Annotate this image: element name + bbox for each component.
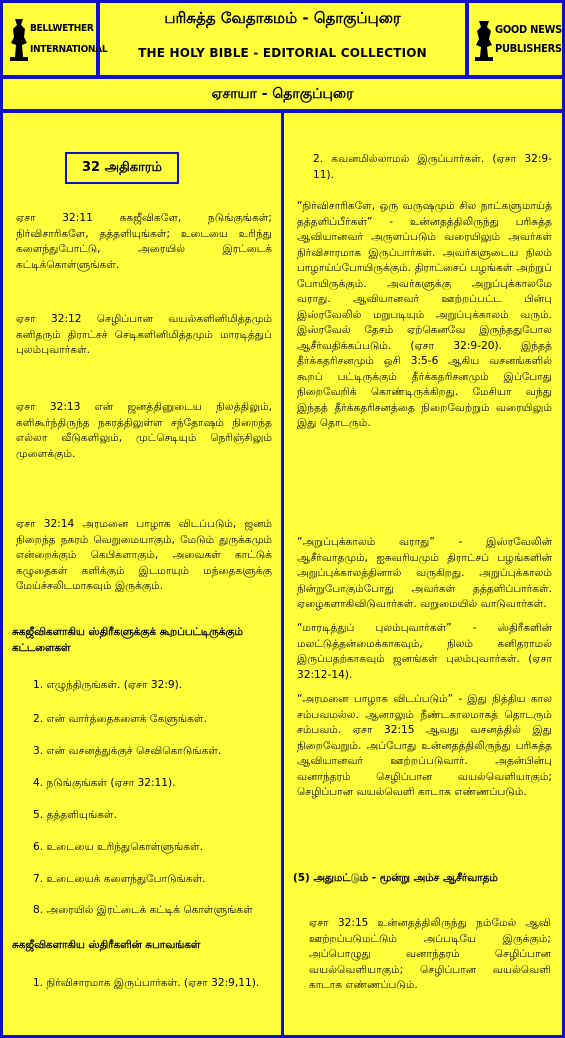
commands-heading: சுகஜீவிகளாகிய ஸ்திரீகளுக்குக் கூறப்பட்டிருக்கும் கட்டளைகள் xyxy=(12,626,243,654)
subheader-box xyxy=(0,76,565,112)
title-box xyxy=(97,0,468,78)
good-news-logo xyxy=(475,17,562,61)
trait-item-2: 2. கவனமில்லாமல் இருப்பார்கள். (ஏசா 32:9-11). xyxy=(313,153,552,181)
verse-paragraph-1: ஏசா 32:11 சுகஜீவிகளே, நடுங்குங்கள்; நிர்விசாரிகளே, தத்தளியுங்கள்; உடையை உரிந்து களைந்துபோட்டு, அரையில் இரட்டைக் கட்டிக்கொள்ளுங்கள். xyxy=(16,212,272,271)
commentary-paragraph-4: “அரமனை பாழாக விடப்படும்” - இது நித்திய கால சம்பவமல்ல. ஆனாலும் நீண்டகாலமாகத் தொடரும் சம்பவம். ஏசா 32:15 ஆவது வசனத்தில் இது நிறைவேறும். அப்போது உன்னதத்திலிருந்து பரிசுத்த ஆவியானவர் ஊற்றப்படுவார். அதன்பின்பு வனாந்தரம் செழிப்பான வயல்வெளியாகும்; செழிப்பான வயல்வெளி காடாக எண்ணப்படும். xyxy=(297,693,552,798)
command-item-4: 4. நடுங்குங்கள் (ஏசா 32:11). xyxy=(33,777,176,789)
title-english: THE HOLY BIBLE - EDITORIAL COLLECTION xyxy=(138,46,427,60)
trait-item-1: 1. நிர்விசாரமாக இருப்பார்கள். (ஏசா 32:9,11). xyxy=(33,977,260,989)
right-logo-line2: PUBLISHERS xyxy=(495,42,562,55)
command-item-5: 5. தத்தளியுங்கள். xyxy=(33,809,117,821)
bellwether-logo xyxy=(10,17,107,61)
chapter-label: 32 அதிகாரம் xyxy=(65,152,179,184)
command-item-7: 7. உடையைக் களைந்துபோடுங்கள். xyxy=(33,873,206,885)
right-logo-box xyxy=(466,0,565,78)
bellwether-icon xyxy=(10,17,28,61)
command-item-3: 3. என் வசனத்துக்குச் செவிகொடுங்கள். xyxy=(33,745,222,757)
command-item-1: 1. எழுந்திருங்கள். (ஏசா 32:9). xyxy=(33,679,183,691)
command-item-6: 6. உடையை உரிந்துகொள்ளுங்கள். xyxy=(33,841,204,853)
verse-paragraph-3: ஏசா 32:13 என் ஜனத்தினுடைய நிலத்திலும், களிகூர்ந்திருந்த நகரத்திலுள்ள சந்தோஷம் நிறைந்த எல்லா வீடுகளிலும், முட்செடியும் நெரிஞ்சிலும் முளைக்கும். xyxy=(16,401,272,460)
subheader-title: ஏசாயா - தொகுப்புரை xyxy=(211,86,354,102)
left-logo-line1: BELLWETHER xyxy=(30,23,94,34)
good-news-icon xyxy=(475,17,493,61)
left-logo-line2: INTERNATIONAL xyxy=(30,44,108,55)
verse-paragraph-2: ஏசா 32:12 செழிப்பான வயல்களினிமித்தமும் கனிதரும் திராட்சச் செடிகளினிமித்தமும் மாரடித்துப் புலம்புவார்கள். xyxy=(16,313,272,356)
blessing-paragraph: ஏசா 32:15 உன்னதத்திலிருந்து நம்மேல் ஆவி ஊற்றப்படுமட்டும் அப்படியே இருக்கும்; அப்பொழுது வனாந்தரம் செழிப்பான வயல்வெளியாகும்; செழிப்பான வயல்வெளி காடாக எண்ணப்படும். xyxy=(309,917,551,991)
right-logo-line1: GOOD NEWS xyxy=(495,23,562,36)
commentary-paragraph-2: “அறுப்புக்காலம் வராது” - இஸ்ரவேலின் ஆசீர்வாதமும், ஐசுவரியமும் திராட்சப் பழங்களின் அறுப்புக்காலத்தினால் வருகிறது. அறுப்புக்காலம் நின்றுபோகும்போது அவர்கள் தத்தளிப்பார்கள். ஏழைகளாகிவிடுவார்கள். வறுமையில் வாடுவார்கள். xyxy=(297,536,552,610)
blessing-heading: (5) அதுமட்டும் - மூன்று அம்ச ஆசீர்வாதம் xyxy=(293,872,498,884)
verse-paragraph-4: ஏசா 32:14 அரமனை பாழாக விடப்படும், ஜனம் நிறைந்த நகரம் வெறுமையாகும், மேடும் துருக்கமும் என்றைக்கும் கெபிகளாகும், அவைகள் காட்டுக் கழுதைகள் களிக்கும் இடமாயும் மந்தைகளுக்கு மேய்ச்சலிடமாகவும் இருக்கும். xyxy=(16,518,272,592)
command-item-8: 8. அரையில் இரட்டைக் கட்டிக் கொள்ளுங்கள் xyxy=(33,904,253,916)
commentary-paragraph-1: “நிர்விசாரிகளே, ஒரு வருஷமும் சில நாட்களுமாய்த் தத்தளிப்பீர்கள்” - உன்னதத்திலிருந்து பரிசுத்த ஆவியானவர் அருளப்படும் வரையிலும் அவர்கள் நிர்விசாரமாக இருப்பார்கள். அவர்களுடைய நிலம் பாழாய்ப்போயிருக்கும். திராட்சைப் பழங்கள் அற்றுப் போயிருக்கும். அவர்களுக்கு அறுப்புக்காலமே வராது. ஆவியானவர் ஊற்றப்பட்ட பின்பு இஸ்ரவேலில் மறுபடியும் அறுப்புக்காலம் வரும். இஸ்ரவேல் தேசம் ஏற்கெனவே இருந்ததுபோல ஆசீர்வதிக்கப்படும். (ஏசா 32:9-20). இந்தத் தீர்க்கதரிசனமும் ஒசி 3:5-6 ஆகிய வசனங்களில் கூறப் பட்டிருக்கும் தீர்க்கதரிசனமும் இப்போது நிறைவேறிக் கொண்டிருக்கிறது. மேசியா வந்து இந்தத் தீர்க்கதரிசனத்தை நிறைவேற்றும் வரையிலும் இது தொடரும். xyxy=(297,200,552,429)
traits-heading: சுகஜீவிகளாகிய ஸ்திரீகளின் சுபாவங்கள் xyxy=(12,939,201,951)
title-tamil: பரிசுத்த வேதாகமம் - தொகுப்புரை xyxy=(164,9,401,27)
commentary-paragraph-3: “மாரடித்துப் புலம்புவார்கள்” - ஸ்திரீகளின் மலட்டுத்தன்மைக்காகவும், நிலம் கனிதராமல் இருப்பதற்காகவும் ஜனங்கள் புலம்புவார்கள். (ஏசா 32:12-14). xyxy=(297,622,552,681)
left-logo-box xyxy=(0,0,108,78)
command-item-2: 2. என் வார்த்தைகளைக் கேளுங்கள். xyxy=(33,713,207,725)
